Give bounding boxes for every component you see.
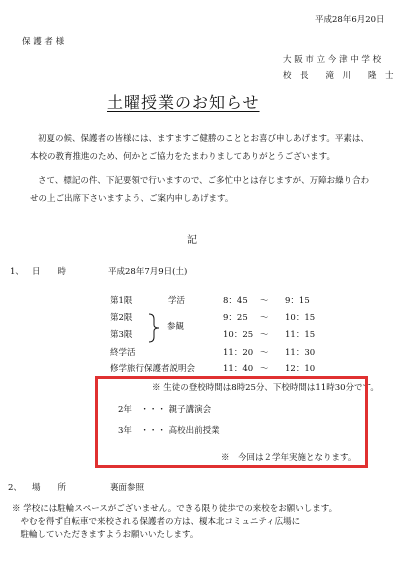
period-tilde: ～ bbox=[260, 364, 269, 374]
period-end: 11：15 bbox=[285, 330, 316, 340]
section1-number: 1、 bbox=[10, 267, 24, 277]
note-line: 駐輪していただきますようお願いいたします。 bbox=[12, 530, 199, 540]
time-note: ※ 生徒の登校時間は8時25分、下校時間は11時30分です。 bbox=[152, 383, 379, 393]
period-tilde: ～ bbox=[260, 348, 269, 358]
period-start: 9：25 bbox=[223, 313, 248, 323]
period-name: 修学旅行保護者説明会 bbox=[110, 364, 196, 374]
note-line: ※ 学校には駐輪スペースがございません。できる限り徒歩での来校をお願いします。 bbox=[12, 504, 338, 514]
period-subject: 学活 bbox=[168, 296, 186, 306]
sankan-label: 参観 bbox=[167, 322, 185, 332]
event-date: 平成28年7月9日(土) bbox=[108, 267, 188, 277]
period-tilde: ～ bbox=[260, 330, 269, 340]
box-grade3-line: 3年 ・・・ 高校出前授業 bbox=[118, 426, 220, 436]
principal-name: 校 長 滝 川 隆 士 bbox=[283, 71, 394, 81]
intro-paragraph bbox=[30, 130, 402, 208]
period-start: 11：40 bbox=[223, 364, 254, 374]
right-brace-icon bbox=[148, 313, 160, 343]
section2-label: 場 所 bbox=[32, 483, 67, 493]
box-grade2-line: 2年 ・・・ 親子講演会 bbox=[118, 405, 212, 415]
period-end: 12：10 bbox=[285, 364, 316, 374]
period-start: 11：20 bbox=[223, 348, 254, 358]
note-line: やむを得ず自転車で来校される保護者の方は、榎本北コミュニティ広場に bbox=[12, 517, 301, 527]
intro-line: さて、標記の件、下記要領で行いますので、ご多忙中とは存じますが、万障お繰り合わ bbox=[38, 176, 370, 186]
section1-label: 日 時 bbox=[32, 267, 67, 277]
period-name: 第3限 bbox=[110, 330, 133, 340]
location-value: 裏面参照 bbox=[110, 483, 145, 493]
period-name: 終学活 bbox=[110, 348, 136, 358]
period-name: 第1限 bbox=[110, 296, 133, 306]
recipient: 保 護 者 様 bbox=[22, 37, 65, 47]
period-name: 第2限 bbox=[110, 313, 133, 323]
period-tilde: ～ bbox=[260, 296, 269, 306]
period-end: 9：15 bbox=[285, 296, 310, 306]
intro-line: 初夏の候、保護者の皆様には、ますますご健勝のこととお喜び申しあげます。平素は、 bbox=[38, 134, 369, 144]
school-name: 大 阪 市 立 今 津 中 学 校 bbox=[283, 55, 382, 65]
parking-note bbox=[12, 503, 337, 542]
period-end: 10：15 bbox=[285, 313, 316, 323]
period-start: 8：45 bbox=[223, 296, 248, 306]
period-tilde: ～ bbox=[260, 313, 269, 323]
intro-line: 本校の教育推進のため、何かとご協力をたまわりましてありがとうございます。 bbox=[30, 152, 335, 162]
period-start: 10：25 bbox=[223, 330, 254, 340]
document-title: 土曜授業のお知らせ bbox=[107, 93, 260, 112]
ki-heading: 記 bbox=[187, 235, 197, 246]
intro-line: せの上ご出席下さいますよう、ご案内申しあげます。 bbox=[30, 194, 234, 204]
box-note: ※ 今回は２学年実施となります。 bbox=[221, 453, 357, 463]
document-date: 平成28年6月20日 bbox=[315, 15, 385, 25]
section2-number: 2、 bbox=[8, 483, 22, 493]
period-end: 11：30 bbox=[285, 348, 316, 358]
